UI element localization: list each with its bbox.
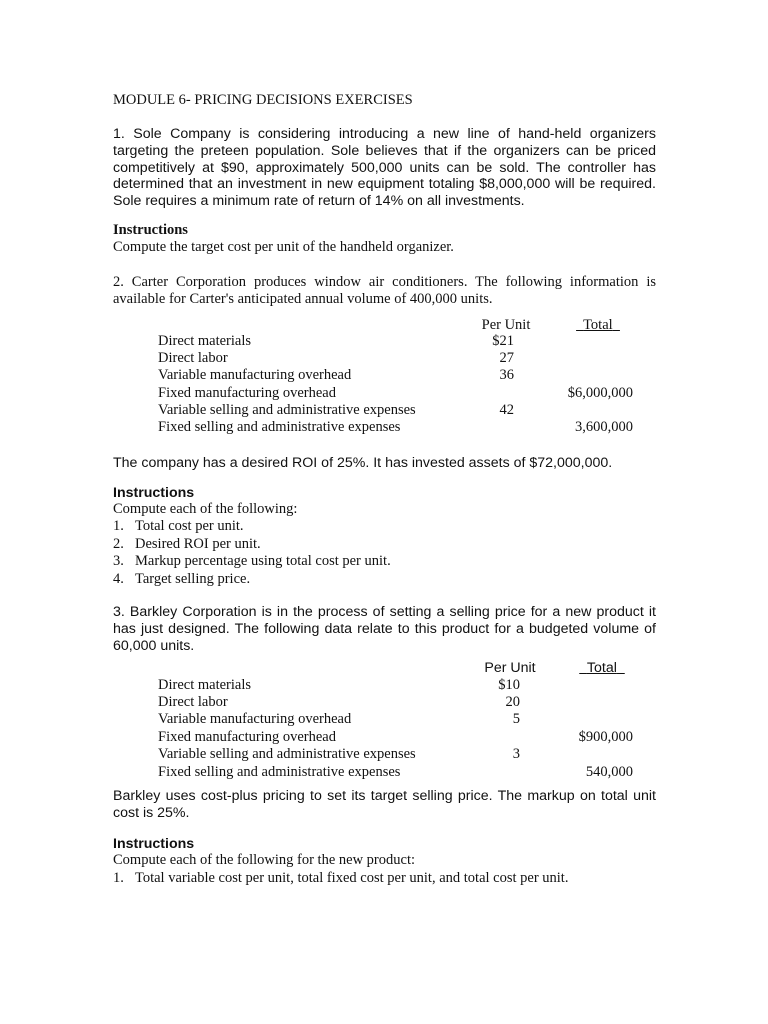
exercise-1-instructions-heading: Instructions	[113, 222, 188, 238]
exercise-2-roi-text: The company has a desired ROI of 25%. It has invested assets of $72,000,000.	[113, 455, 613, 471]
table-row-label: Fixed selling and administrative expenses	[158, 419, 401, 435]
table-cell-per-unit: 27	[499, 350, 514, 366]
exercise-2-col-total: Total	[583, 317, 613, 333]
table-row-label: Variable manufacturing overhead	[158, 711, 352, 727]
table-row-label: Variable manufacturing overhead	[158, 367, 352, 383]
list-item: 3. Markup percentage using total cost per unit.	[113, 553, 391, 569]
list-item: 2. Desired ROI per unit.	[113, 536, 261, 552]
table-cell-per-unit: 20	[505, 694, 520, 710]
exercise-3-instructions-heading: Instructions	[113, 836, 195, 852]
list-item: 1. Total variable cost per unit, total fixed cost per unit, and total cost per unit.	[113, 870, 569, 886]
exercise-1-text: 1. Sole Company is considering introducing a new line of hand-held organizers targeting the preteen population. Sole believes that if the organizers can be priced competitively at $90, approximately 500,000 units can be sold. The controller has determined that an investment in new equipment totaling $8,000,000 will be required. Sole requires a minimum rate of return of 14% on all investments.	[113, 126, 656, 210]
page-title: MODULE 6- PRICING DECISIONS EXERCISES	[113, 92, 413, 108]
exercise-2-instructions-heading: Instructions	[113, 485, 195, 501]
table-cell-per-unit: $10	[498, 677, 520, 693]
table-cell-per-unit: 42	[499, 402, 514, 418]
exercise-2-instructions-intro: Compute each of the following:	[113, 501, 298, 517]
table-cell-total: $6,000,000	[567, 385, 633, 401]
table-row-label: Direct labor	[158, 694, 228, 710]
table-cell-total: 3,600,000	[575, 419, 633, 435]
table-row-label: Fixed manufacturing overhead	[158, 385, 336, 401]
list-item: 4. Target selling price.	[113, 571, 251, 587]
exercise-3-instructions-intro: Compute each of the following for the new product:	[113, 852, 416, 868]
exercise-3-text: 3. Barkley Corporation is in the process of setting a selling price for a new product it has just designed. The following data relate to this product for a budgeted volume of 60,000 units.	[113, 604, 656, 654]
list-item: 1. Total cost per unit.	[113, 518, 244, 534]
table-cell-per-unit: 3	[512, 746, 520, 762]
table-row-label: Direct materials	[158, 677, 251, 693]
table-cell-per-unit: 5	[512, 711, 520, 727]
table-row-label: Fixed selling and administrative expenses	[158, 764, 401, 780]
exercise-3-col-per-unit: Per Unit	[484, 660, 536, 676]
table-row-label: Fixed manufacturing overhead	[158, 729, 336, 745]
table-row-label: Direct materials	[158, 333, 251, 349]
table-cell-per-unit: $21	[492, 333, 514, 349]
exercise-2-col-per-unit: Per Unit	[481, 317, 531, 333]
exercise-3-col-total: Total	[586, 660, 617, 676]
exercise-1-instructions-text: Compute the target cost per unit of the handheld organizer.	[113, 239, 454, 255]
table-cell-total: $900,000	[578, 729, 633, 745]
table-row-label: Direct labor	[158, 350, 228, 366]
exercise-2-text: 2. Carter Corporation produces window air conditioners. The following information is available for Carter's anticipated annual volume of 400,000 units.	[113, 274, 656, 308]
table-cell-per-unit: 36	[499, 367, 514, 383]
table-cell-total: 540,000	[585, 764, 633, 780]
table-row-label: Variable selling and administrative expenses	[158, 402, 416, 418]
exercise-3-markup-text: Barkley uses cost-plus pricing to set its target selling price. The markup on total unit cost is 25%.	[113, 788, 656, 821]
table-row-label: Variable selling and administrative expenses	[158, 746, 416, 762]
